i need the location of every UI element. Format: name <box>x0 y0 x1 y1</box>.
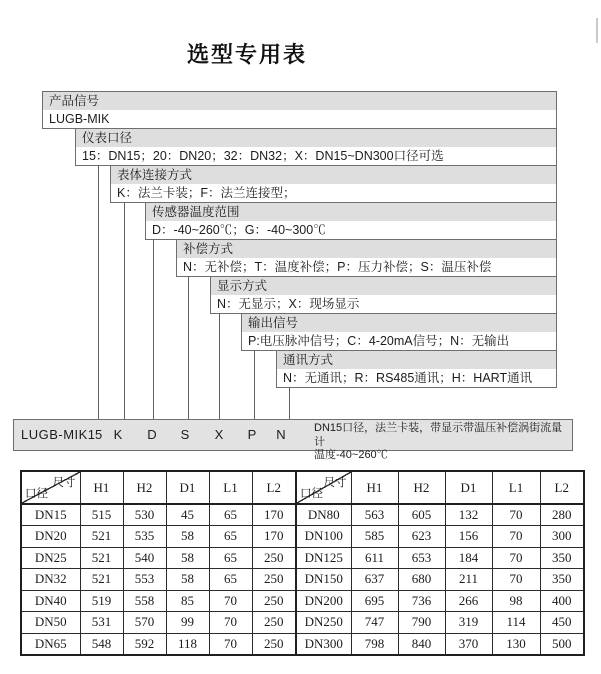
dimension-value-cell: 156 <box>445 526 492 548</box>
diameter-cell: DN40 <box>21 590 80 612</box>
dimension-value-cell: 170 <box>252 526 296 548</box>
diameter-cell: DN80 <box>296 504 351 526</box>
dimension-value-cell: 515 <box>80 504 123 526</box>
connector-line <box>289 387 290 419</box>
code-temperature: D <box>147 427 157 442</box>
dimension-value-cell: 400 <box>540 590 584 612</box>
diameter-cell: DN32 <box>21 569 80 591</box>
option-group-header: 仪表口径 <box>76 129 556 147</box>
dimension-value-cell: 585 <box>351 526 398 548</box>
option-group-header: 通讯方式 <box>277 351 556 369</box>
connector-line <box>219 313 220 419</box>
diameter-cell: DN65 <box>21 633 80 655</box>
col-header-d1: D1 <box>166 471 209 504</box>
table-row <box>21 504 584 526</box>
dimension-value-cell: 65 <box>209 526 252 548</box>
dimension-value-cell: 184 <box>445 547 492 569</box>
option-group-values: N：无通讯；R：RS485通讯；H：HART通讯 <box>277 369 556 387</box>
option-group-values: K：法兰卡装；F：法兰连接型； <box>111 184 556 202</box>
dimension-table <box>20 470 585 656</box>
dimension-value-cell: 58 <box>166 569 209 591</box>
dimension-value-cell: 623 <box>398 526 445 548</box>
diameter-cell: DN50 <box>21 612 80 634</box>
code-compensation: S <box>180 427 190 442</box>
option-group-values: 15：DN15；20：DN20；32：DN32；X：DN15~DN300口径可选 <box>76 147 556 165</box>
dimension-value-cell: 736 <box>398 590 445 612</box>
dimension-value-cell: 535 <box>123 526 166 548</box>
dimension-value-cell: 519 <box>80 590 123 612</box>
page-title: 选型专用表 <box>186 42 307 67</box>
connector-line <box>98 165 99 419</box>
option-group-values: N：无显示；X：现场显示 <box>211 295 556 313</box>
dimension-value-cell: 70 <box>492 526 540 548</box>
dimension-value-cell: 350 <box>540 569 584 591</box>
diameter-cell: DN300 <box>296 633 351 655</box>
option-group-meter-diameter <box>75 128 557 166</box>
connector-line <box>188 276 189 419</box>
dimension-value-cell: 300 <box>540 526 584 548</box>
dimension-value-cell: 531 <box>80 612 123 634</box>
dimension-value-cell: 592 <box>123 633 166 655</box>
option-group-header: 显示方式 <box>211 277 556 295</box>
dimension-value-cell: 99 <box>166 612 209 634</box>
dimension-value-cell: 637 <box>351 569 398 591</box>
option-group-header: 输出信号 <box>242 314 556 332</box>
diameter-cell: DN20 <box>21 526 80 548</box>
option-group-values: N：无补偿；T：温度补偿；P：压力补偿；S：温压补偿 <box>177 258 556 276</box>
col-header-l2: L2 <box>252 471 296 504</box>
table-header-row <box>21 471 584 504</box>
dimension-value-cell: 70 <box>209 612 252 634</box>
diameter-cell: DN125 <box>296 547 351 569</box>
col-header-h1: H1 <box>80 471 123 504</box>
example-model-code <box>13 419 573 461</box>
dimension-value-cell: 250 <box>252 612 296 634</box>
diameter-cell: DN150 <box>296 569 351 591</box>
dimension-value-cell: 521 <box>80 547 123 569</box>
table-row <box>21 590 584 612</box>
dimension-value-cell: 130 <box>492 633 540 655</box>
dimension-value-cell: 840 <box>398 633 445 655</box>
code-communication: N <box>276 427 286 442</box>
diameter-cell: DN25 <box>21 547 80 569</box>
option-group-values: P:电压脉冲信号；C：4-20mA信号；N：无输出 <box>242 332 556 350</box>
dimension-value-cell: 70 <box>209 590 252 612</box>
diameter-cell: DN100 <box>296 526 351 548</box>
code-output: P <box>247 427 257 442</box>
dimension-value-cell: 540 <box>123 547 166 569</box>
dimension-value-cell: 65 <box>209 547 252 569</box>
dimension-value-cell: 114 <box>492 612 540 634</box>
dimension-value-cell: 118 <box>166 633 209 655</box>
col-header-l1: L1 <box>209 471 252 504</box>
diameter-cell: DN200 <box>296 590 351 612</box>
dimension-value-cell: 370 <box>445 633 492 655</box>
col-header-l1: L1 <box>492 471 540 504</box>
dimension-value-cell: 280 <box>540 504 584 526</box>
dimension-value-cell: 558 <box>123 590 166 612</box>
dimension-value-cell: 790 <box>398 612 445 634</box>
dimension-value-cell: 680 <box>398 569 445 591</box>
dimension-value-cell: 250 <box>252 569 296 591</box>
corner-label-dimension: 尺寸 <box>52 477 76 489</box>
dimension-value-cell: 65 <box>209 504 252 526</box>
model-prefix: LUGB-MIK <box>21 427 88 442</box>
dimension-value-cell: 65 <box>209 569 252 591</box>
diameter-cell: DN15 <box>21 504 80 526</box>
dimension-value-cell: 521 <box>80 526 123 548</box>
connector-line <box>124 202 125 419</box>
diagonal-header-cell <box>296 471 351 504</box>
dimension-value-cell: 450 <box>540 612 584 634</box>
dimension-value-cell: 58 <box>166 526 209 548</box>
connector-line <box>254 350 255 419</box>
col-header-h1: H1 <box>351 471 398 504</box>
dimension-value-cell: 250 <box>252 633 296 655</box>
example-description-line2: 温度-40~260℃ <box>314 449 388 461</box>
col-header-h2: H2 <box>398 471 445 504</box>
option-group-sensor-temperature <box>145 202 557 240</box>
dimension-value-cell: 170 <box>252 504 296 526</box>
corner-label-dimension: 尺寸 <box>323 477 347 489</box>
table-row <box>21 569 584 591</box>
corner-label-diameter: 口径 <box>25 488 48 500</box>
dimension-value-cell: 695 <box>351 590 398 612</box>
dimension-value-cell: 70 <box>209 633 252 655</box>
dimension-value-cell: 58 <box>166 547 209 569</box>
dimension-value-cell: 132 <box>445 504 492 526</box>
option-group-values: D：-40~260℃；G：-40~300℃ <box>146 221 556 239</box>
dimension-value-cell: 798 <box>351 633 398 655</box>
col-header-l2: L2 <box>540 471 584 504</box>
option-group-output-signal <box>241 313 557 351</box>
dimension-value-cell: 553 <box>123 569 166 591</box>
option-group-body-connection <box>110 165 557 203</box>
dimension-value-cell: 570 <box>123 612 166 634</box>
dimension-value-cell: 250 <box>252 547 296 569</box>
dimension-value-cell: 563 <box>351 504 398 526</box>
dimension-table-body <box>21 504 584 655</box>
option-group-communication <box>276 350 557 388</box>
dimension-value-cell: 605 <box>398 504 445 526</box>
dimension-value-cell: 250 <box>252 590 296 612</box>
option-group-display-mode <box>210 276 557 314</box>
table-row <box>21 547 584 569</box>
dimension-value-cell: 611 <box>351 547 398 569</box>
option-group-header: 产品信号 <box>43 92 556 110</box>
option-group-compensation <box>176 239 557 277</box>
option-group-header: 表体连接方式 <box>111 166 556 184</box>
dimension-value-cell: 521 <box>80 569 123 591</box>
dimension-value-cell: 70 <box>492 504 540 526</box>
option-group-header: 传感器温度范围 <box>146 203 556 221</box>
option-group-product-signal <box>42 91 557 129</box>
dimension-value-cell: 350 <box>540 547 584 569</box>
dimension-value-cell: 45 <box>166 504 209 526</box>
dimension-value-cell: 653 <box>398 547 445 569</box>
connector-line <box>153 239 154 419</box>
code-connection: K <box>113 427 123 442</box>
dimension-value-cell: 319 <box>445 612 492 634</box>
option-group-header: 补偿方式 <box>177 240 556 258</box>
table-row <box>21 526 584 548</box>
diameter-cell: DN250 <box>296 612 351 634</box>
diagonal-header-cell <box>21 471 80 504</box>
dimension-value-cell: 500 <box>540 633 584 655</box>
dimension-value-cell: 211 <box>445 569 492 591</box>
dimension-value-cell: 530 <box>123 504 166 526</box>
option-group-values: LUGB-MIK <box>43 110 556 128</box>
code-diameter: 15 <box>87 427 103 442</box>
dimension-value-cell: 85 <box>166 590 209 612</box>
col-header-h2: H2 <box>123 471 166 504</box>
dimension-value-cell: 70 <box>492 547 540 569</box>
dimension-value-cell: 98 <box>492 590 540 612</box>
dimension-value-cell: 70 <box>492 569 540 591</box>
code-display: X <box>214 427 224 442</box>
dimension-value-cell: 266 <box>445 590 492 612</box>
dimension-value-cell: 747 <box>351 612 398 634</box>
example-description-line1: DN15口径，法兰卡装，带显示带温压补偿涡街流量计 <box>314 422 563 448</box>
table-row <box>21 633 584 655</box>
dimension-value-cell: 548 <box>80 633 123 655</box>
table-row <box>21 612 584 634</box>
example-description <box>314 422 570 463</box>
corner-label-diameter: 口径 <box>300 488 323 500</box>
col-header-d1: D1 <box>445 471 492 504</box>
